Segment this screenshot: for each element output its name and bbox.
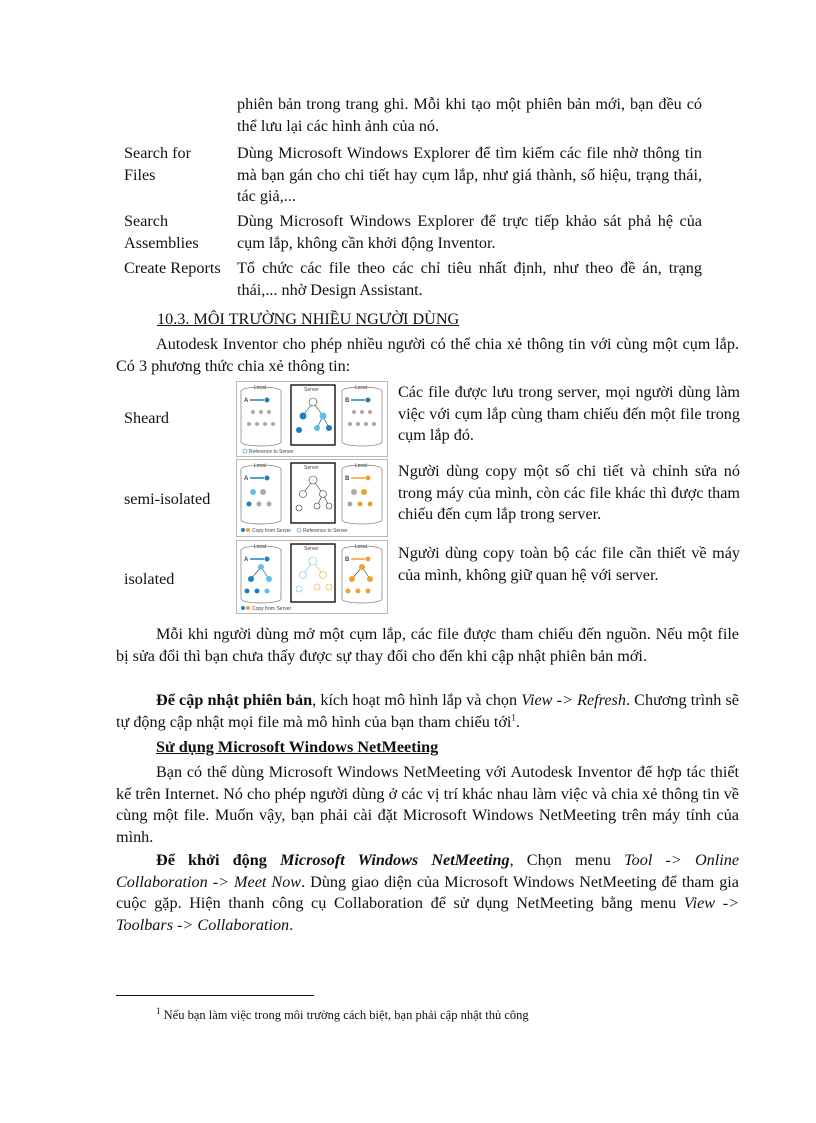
table-row1-desc: Dùng Microsoft Windows Explorer để tìm kiếm các file nhờ thông tin mà bạn gán cho chi tiết hay cụm lắp, như giá thành, số hiệu, trạng thái, tác giả,...	[237, 144, 702, 205]
p4-end: .	[289, 915, 294, 934]
method-desc-sheard: Các file được lưu trong server, mọi người dùng làm việc với cụm lắp cùng tham chiếu đến một file trong cụm lắp đó.	[398, 383, 740, 444]
table-row1-term: Search for Files	[124, 144, 191, 184]
paragraph-3: Bạn có thể dùng Microsoft Windows NetMeeting với Autodesk Inventor để hợp tác thiết kế trên Internet. Nó cho phép người dùng ở các vị trí khác nhau làm việc và chia xẻ thông tin về cùng một file. Muốn vậy, bạn phải cài đặt Microsoft Windows NetMeeting trên máy tính của mình.	[116, 763, 739, 846]
p4-bold-italic: Microsoft Windows NetMeeting	[280, 851, 510, 869]
letter-a: A	[244, 476, 249, 482]
p2-text-b: . Chương trình sẽ tự động cập nhật mọi file mà mô hình của bạn tham chiếu tới	[116, 691, 739, 731]
footnote-text: Nếu bạn làm việc trong môi trường cách biệt, bạn phải cập nhật thủ công	[163, 1008, 529, 1022]
legend-reference: Reference to Server	[303, 528, 348, 534]
letter-a: A	[244, 398, 249, 404]
table-row3-term: Create Reports	[124, 259, 221, 277]
local-a-cylinder	[241, 387, 281, 446]
letter-a: A	[244, 557, 249, 563]
method-name-semi-isolated: semi-isolated	[124, 490, 211, 508]
local-label-right: Local	[355, 385, 367, 391]
p2-text-a: , kích hoạt mô hình lắp và chọn	[312, 691, 522, 709]
table-row2-term: Search Assemblies	[124, 212, 199, 252]
server-label: Server	[304, 387, 319, 393]
legend-copy: Copy from Server	[252, 606, 292, 612]
method-name-isolated: isolated	[124, 570, 175, 588]
local-label-right: Local	[355, 463, 367, 469]
server-box	[291, 385, 335, 445]
p4-text-b: . Dùng giao diện của Microsoft Windows NetMeeting để tham gia cuộc gặp. Hiện thanh công cụ Collaboration để sử dụng NetMeeting bằng menu	[116, 872, 739, 912]
local-label-left: Local	[254, 385, 266, 391]
p2-end: .	[515, 712, 520, 731]
table-row2-desc: Dùng Microsoft Windows Explorer để trực tiếp khảo sát phả hệ của cụm lắp, không cần khởi động Inventor.	[237, 212, 702, 252]
p4-text-a: , Chọn menu	[509, 851, 625, 869]
section-heading: 10.3. MÔI TRƯỜNG NHIỀU NGƯỜI DÙNG	[157, 310, 460, 328]
letter-b: B	[345, 557, 350, 563]
local-label-left: Local	[254, 463, 266, 469]
paragraph-1: Mỗi khi người dùng mở một cụm lắp, các file được tham chiếu đến nguồn. Nếu một file bị sửa đổi thì bạn chưa thấy được sự thay đổi cho đến khi cập nhật phiên bản mới.	[116, 625, 739, 665]
method-name-sheard: Sheard	[124, 409, 169, 427]
shared-diagram	[236, 381, 388, 457]
local-b-cylinder	[342, 387, 382, 446]
method-desc-semi-isolated: Người dùng copy một số chi tiết và chỉnh sửa nó trong máy của mình, còn các file khác thì được tham chiếu đến cụm lắp trong server.	[398, 462, 740, 523]
table-row0-desc: phiên bản trong trang ghi. Mỗi khi tạo một phiên bản mới, bạn đều có thể lưu lại các hình ảnh của nó.	[237, 95, 702, 135]
table-row3-desc: Tổ chức các file theo các chỉ tiêu nhất định, như theo đề án, trạng thái,... nhờ Design Assistant.	[237, 259, 702, 299]
legend-reference: Reference to Server	[249, 449, 294, 455]
p4-bold-lead: Để khởi động	[156, 851, 280, 869]
local-label-left: Local	[254, 544, 266, 550]
p4-menu-path-1: Tool -> Online Collaboration -> Meet Now	[116, 851, 739, 891]
paragraph-2	[116, 690, 739, 733]
footnote-ref: 1	[511, 712, 516, 723]
local-label-right: Local	[355, 544, 367, 550]
letter-b: B	[345, 398, 350, 404]
semi-isolated-diagram	[236, 459, 388, 537]
isolated-diagram	[236, 540, 388, 614]
footnote-separator	[116, 995, 314, 996]
letter-b: B	[345, 476, 350, 482]
subheading-netmeeting: Sử dụng Microsoft Windows NetMeeting	[156, 738, 439, 756]
server-label: Server	[304, 465, 319, 471]
paragraph-4	[116, 850, 739, 936]
section-intro: Autodesk Inventor cho phép nhiều người có thể chia xẻ thông tin với cùng một cụm lắp. Có 3 phương thức chia xẻ thông tin:	[116, 335, 739, 375]
server-label: Server	[304, 546, 319, 552]
footnote	[156, 1005, 529, 1023]
p2-menu-path: View -> Refresh	[521, 691, 626, 709]
method-desc-isolated: Người dùng copy toàn bộ các file cần thiết về máy của mình, không giữ quan hệ với server.	[398, 544, 740, 584]
legend-copy: Copy from Server	[252, 528, 292, 534]
p4-menu-path-2: View -> Toolbars -> Collaboration	[116, 894, 740, 934]
footnote-number: 1	[156, 1005, 161, 1016]
p2-bold-lead: Để cập nhật phiên bản	[156, 691, 313, 709]
